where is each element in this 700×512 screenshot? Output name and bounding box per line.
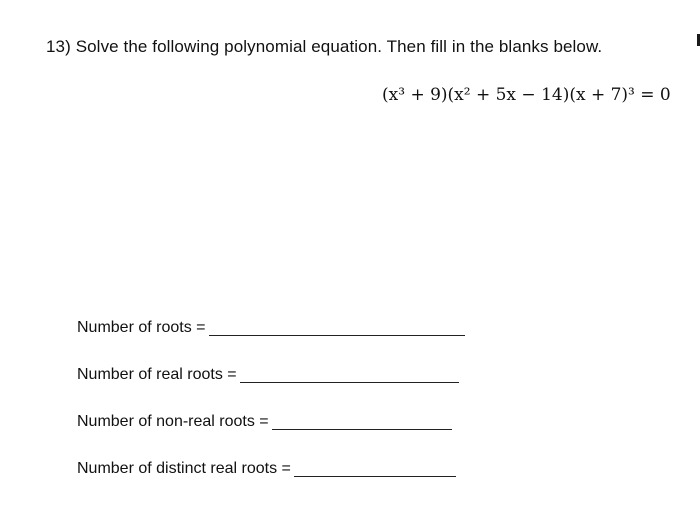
question-text: 13) Solve the following polynomial equation. Then fill in the blanks below. [46,37,603,56]
number-of-non-real-roots-blank[interactable] [272,413,452,430]
number-of-roots-blank[interactable] [209,319,465,336]
number-of-distinct-real-roots-blank[interactable] [294,460,456,477]
number-of-roots-row [77,318,465,338]
number-of-non-real-roots-row [77,412,452,432]
number-of-roots-label: Number of roots = [77,319,206,336]
number-of-real-roots-row [77,365,459,385]
number-of-real-roots-label: Number of real roots = [77,366,237,383]
number-of-non-real-roots-label: Number of non-real roots = [77,413,269,430]
number-of-real-roots-blank[interactable] [240,366,459,383]
number-of-distinct-real-roots-row [77,459,456,479]
number-of-distinct-real-roots-label: Number of distinct real roots = [77,460,291,477]
polynomial-equation: (x³ + 9)(x² + 5x − 14)(x + 7)³ = 0 [382,85,671,105]
